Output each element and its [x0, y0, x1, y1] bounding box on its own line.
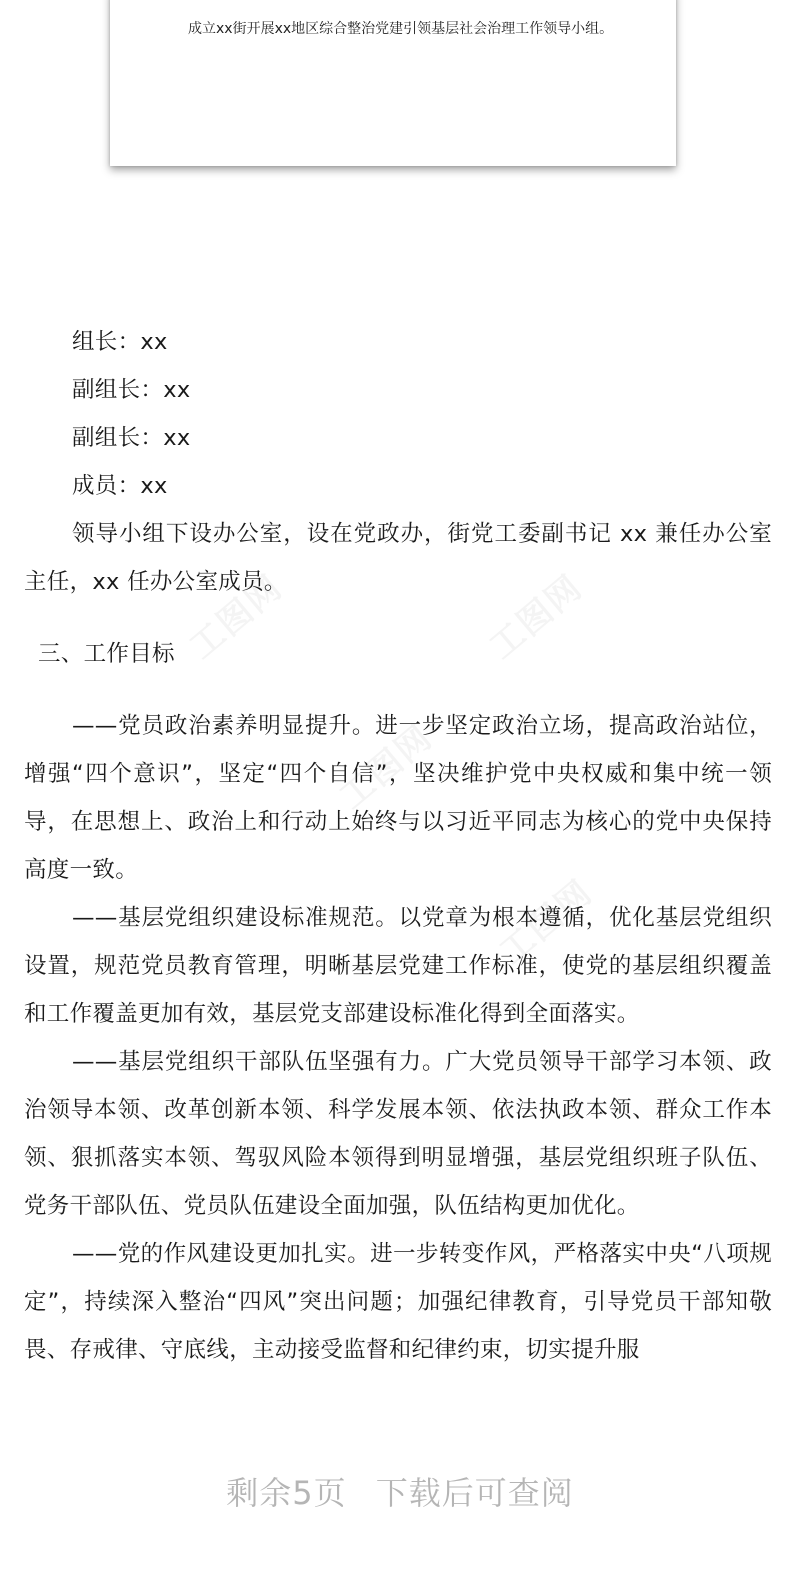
- member-line-deputy-1: 副组长：xx: [72, 377, 191, 403]
- office-paragraph: 领导小组下设办公室，设在党政办，街党工委副书记 xx 兼任办公室主任，xx 任办公室成员。: [24, 521, 772, 595]
- member-line-deputy-2: 副组长：xx: [72, 425, 191, 451]
- download-hint-text: 下载后可查阅: [375, 1474, 574, 1512]
- goal-paragraph: ——党员政治素养明显提升。进一步坚定政治立场，提高政治站位，增强“四个意识”，坚定“四个自信”，坚决维护党中央权威和集中统一领导，在思想上、政治上和行动上始终与以习近平同志为核心的党中央保持高度一致。: [24, 713, 772, 883]
- document-body: [24, 318, 772, 1374]
- goal-paragraph: ——党的作风建设更加扎实。进一步转变作风，严格落实中央“八项规定”，持续深入整治“四风”突出问题；加强纪律教育，引导党员干部知敬畏、存戒律、守底线，主动接受监督和纪律约束，切实提升服: [24, 1241, 772, 1363]
- remaining-pages-text: 剩余5页: [226, 1474, 347, 1512]
- preview-card: [110, 0, 676, 166]
- section-heading: 三、工作目标: [38, 641, 175, 667]
- goal-paragraph: ——基层党组织建设标准规范。以党章为根本遵循，优化基层党组织设置，规范党员教育管理，明晰基层党建工作标准，使党的基层组织覆盖和工作覆盖更加有效，基层党支部建设标准化得到全面落实。: [24, 905, 772, 1027]
- member-line-members: 成员：xx: [72, 473, 168, 499]
- download-prompt[interactable]: [0, 1468, 800, 1514]
- member-line-leader: 组长：xx: [72, 329, 168, 355]
- goal-paragraph: ——基层党组织干部队伍坚强有力。广大党员领导干部学习本领、政治领导本领、改革创新本领、科学发展本领、依法执政本领、群众工作本领、狠抓落实本领、驾驭风险本领得到明显增强，基层党组织班子队伍、党务干部队伍、党员队伍建设全面加强，队伍结构更加优化。: [24, 1049, 772, 1219]
- preview-text: 成立xx街开展xx地区综合整治党建引领基层社会治理工作领导小组。: [188, 21, 614, 37]
